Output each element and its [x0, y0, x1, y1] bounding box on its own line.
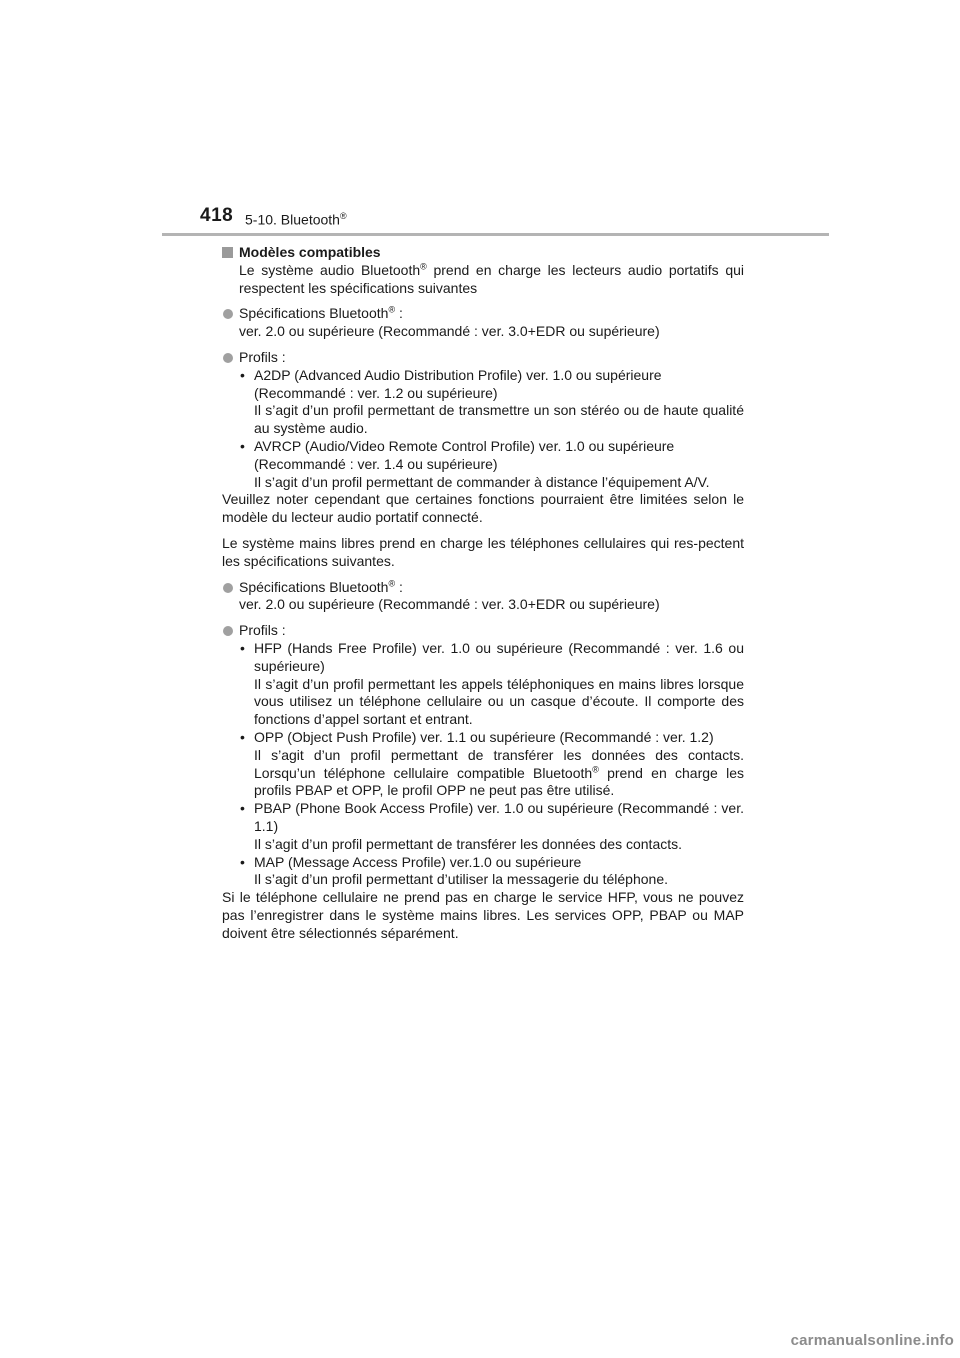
audio-note: Veuillez noter cependant que certaines fonctions pourraient être limitées selon le modèle du lecteur audio portatif connecté.: [222, 491, 744, 526]
intro-text-b: prend en charge les lecteurs audio portatifs qui respectent les spécifications suivantes: [239, 261, 744, 296]
page-content: [222, 244, 744, 942]
header-divider: [162, 233, 829, 236]
phone-profiles-item: [222, 622, 744, 640]
profile-hfp: [222, 640, 744, 729]
profile-recommended: (Recommandé : ver. 1.2 ou supérieure): [254, 384, 498, 401]
circle-bullet-icon: [223, 309, 233, 319]
spec-colon: :: [395, 305, 403, 322]
section-title: [245, 211, 347, 228]
dot-bullet-icon: •: [240, 853, 245, 870]
dot-bullet-icon: •: [240, 728, 245, 745]
profile-recommended: (Recommandé : ver. 1.4 ou supérieure): [254, 455, 498, 472]
spec-label: Spécifications Bluetooth: [239, 305, 389, 322]
spec-value: ver. 2.0 ou supérieure (Recommandé : ver. 3.0+EDR ou supérieure): [239, 323, 660, 340]
profile-description: Il s’agit d’un profil permettant les appels téléphoniques en mains libres lorsque vous utilisez un téléphone cellulaire ou un casque d’écoute. Il comporte des fonctions d’appel sortant et entrant.: [254, 675, 744, 728]
profile-title: MAP (Message Access Profile) ver.1.0 ou supérieure: [254, 853, 582, 870]
profile-title: AVRCP (Audio/Video Remote Control Profile) ver. 1.0 ou supérieure: [254, 437, 675, 454]
page-header: [0, 0, 960, 240]
audio-spec-item: [222, 305, 744, 341]
section-title-text: 5-10. Bluetooth: [245, 211, 340, 228]
page-number: 418: [200, 205, 234, 226]
intro-text-a: Le système audio Bluetooth: [239, 261, 421, 278]
spec-value: ver. 2.0 ou supérieure (Recommandé : ver. 3.0+EDR ou supérieure): [239, 596, 660, 613]
profile-avrcp: [222, 438, 744, 491]
registered-mark: ®: [420, 261, 427, 272]
profile-title: PBAP (Phone Book Access Profile) ver. 1.0 ou supérieure (Recommandé : ver. 1.1): [254, 800, 744, 834]
profile-pbap: [222, 800, 744, 853]
profile-description-a: Il s’agit d’un profil permettant de transférer les données des contacts. Lorsqu’un téléphone cellulaire compatible Bluetooth: [254, 746, 744, 781]
circle-bullet-icon: [223, 353, 233, 363]
closing-paragraph: Si le téléphone cellulaire ne prend pas en charge le service HFP, vous ne pouvez pas l’enregistrer dans le système mains libres. Les services OPP, PBAP ou MAP doivent être sélectionnés séparément.: [222, 889, 744, 941]
profile-description: Il s’agit d’un profil permettant de transmettre un son stéréo ou de haute qualité au système audio.: [254, 402, 744, 437]
circle-bullet-icon: [223, 626, 233, 636]
heading-text: Modèles compatibles: [239, 244, 381, 260]
circle-bullet-icon: [223, 583, 233, 593]
profile-title: A2DP (Advanced Audio Distribution Profile) ver. 1.0 ou supérieure: [254, 366, 662, 383]
audio-profiles-item: [222, 349, 744, 367]
section-heading: [222, 244, 744, 262]
profile-a2dp: [222, 367, 744, 438]
dot-bullet-icon: •: [240, 800, 245, 817]
intro-paragraph: [222, 262, 744, 298]
square-bullet-icon: [222, 247, 233, 258]
profile-description: Il s’agit d’un profil permettant de commander à distance l’équipement A/V.: [254, 473, 710, 490]
profile-description: Il s’agit d’un profil permettant de transférer les données des contacts.: [254, 835, 683, 852]
profile-title: HFP (Hands Free Profile) ver. 1.0 ou supérieure (Recommandé : ver. 1.6 ou supérieure): [254, 639, 744, 674]
dot-bullet-icon: •: [240, 366, 245, 383]
profile-map: [222, 854, 744, 890]
profile-description: Il s’agit d’un profil permettant d’utiliser la messagerie du téléphone.: [254, 871, 669, 888]
profile-title: OPP (Object Push Profile) ver. 1.1 ou supérieure (Recommandé : ver. 1.2): [254, 728, 714, 745]
dot-bullet-icon: •: [240, 639, 245, 656]
phone-intro: Le système mains libres prend en charge les téléphones cellulaires qui res-pectent les spécifications suivantes.: [222, 534, 744, 569]
spec-colon: :: [395, 578, 403, 595]
registered-mark: ®: [388, 577, 396, 588]
dot-bullet-icon: •: [240, 437, 245, 454]
registered-mark: ®: [339, 211, 347, 221]
phone-spec-item: [222, 579, 744, 615]
profiles-label: Profils :: [239, 348, 286, 365]
profile-opp: [222, 729, 744, 800]
profile-description-b: prend en charge les profils PBAP et OPP, le profil OPP ne peut pas être utilisé.: [254, 764, 744, 799]
registered-mark: ®: [388, 304, 396, 315]
spec-label: Spécifications Bluetooth: [239, 578, 389, 595]
profiles-label: Profils :: [239, 622, 286, 639]
registered-mark: ®: [592, 763, 599, 774]
watermark: carmanualsonline.info: [790, 1332, 954, 1349]
